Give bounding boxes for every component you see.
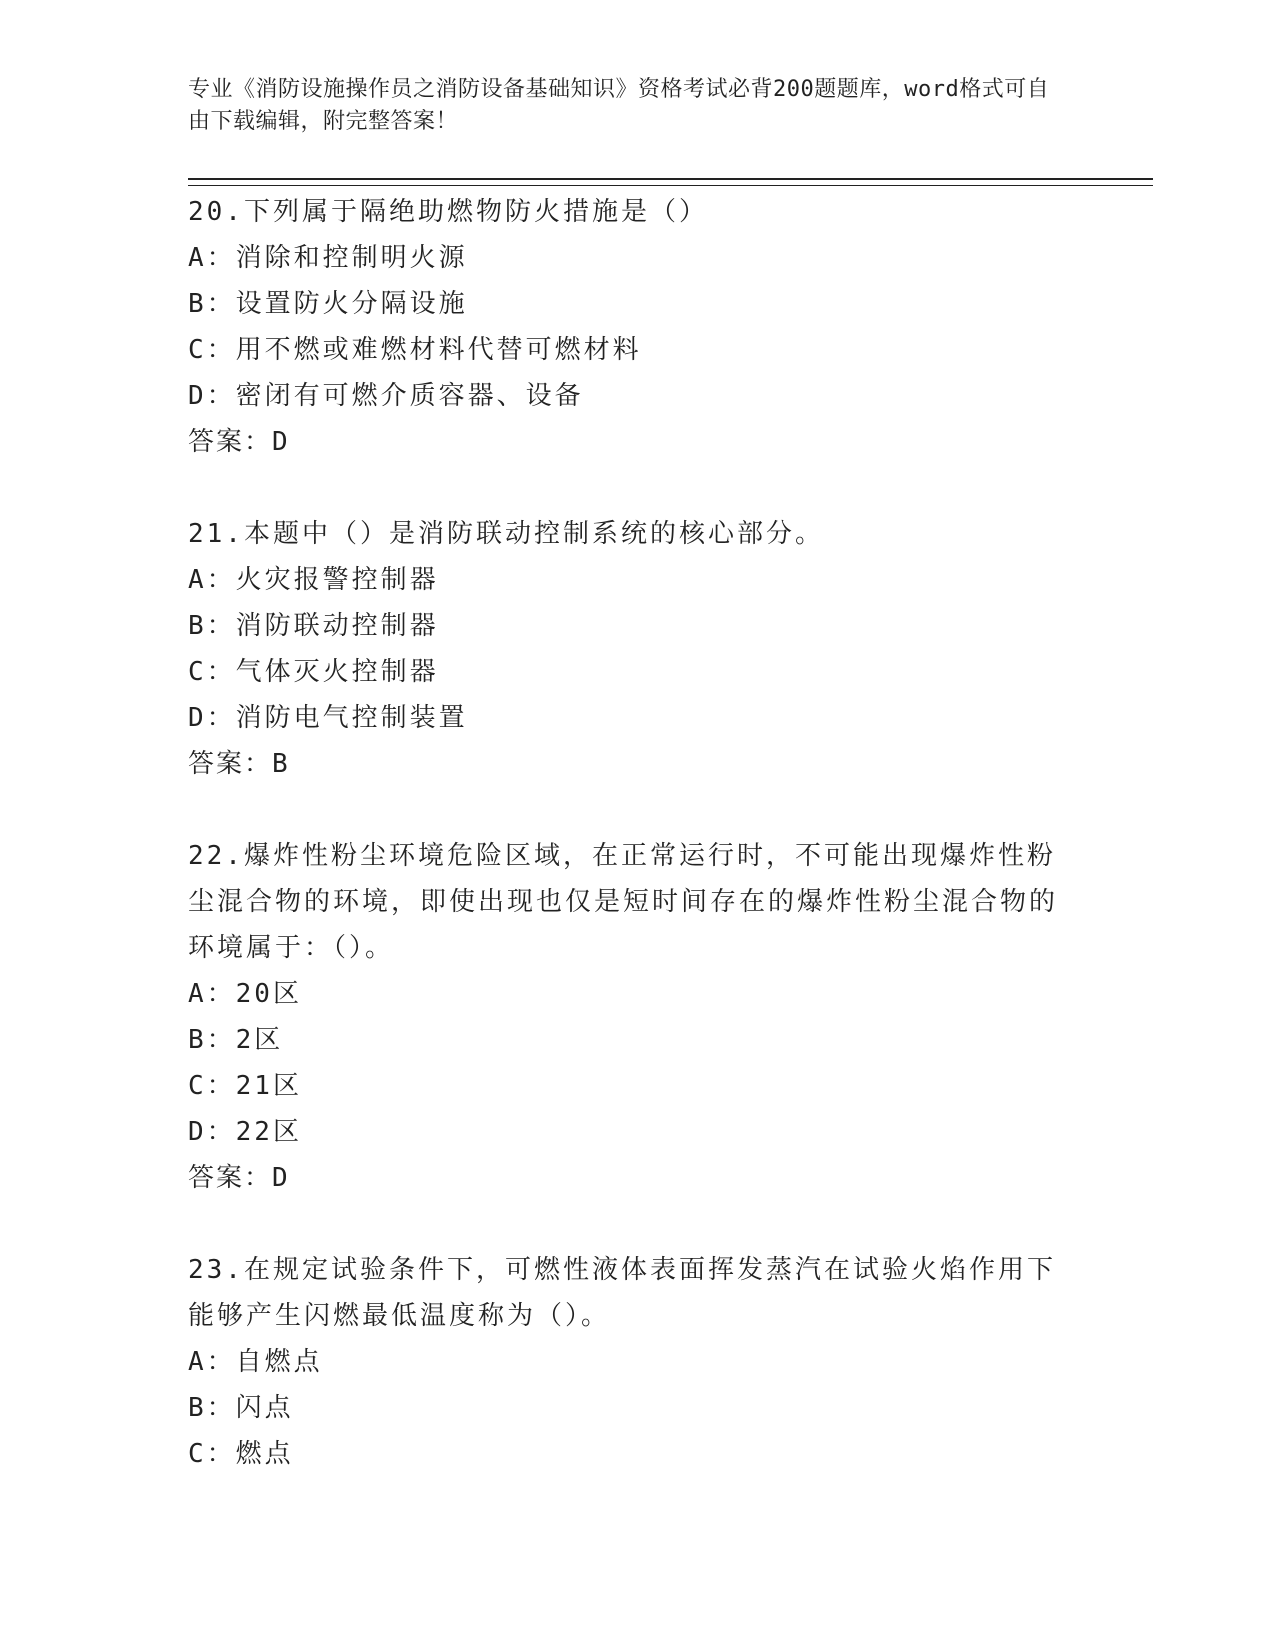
question-stem: 21.本题中（）是消防联动控制系统的核心部分。 [188,519,824,549]
question-23 [188,1247,1078,1477]
option-b: B：设置防火分隔设施 [188,289,468,319]
question-spacer [188,1201,1078,1247]
header-divider [188,178,1153,186]
option-d: D：密闭有可燃介质容器、设备 [188,381,584,411]
answer-line: 答案：B [188,749,290,779]
question-list [188,189,1078,1477]
option-c: C：燃点 [188,1439,294,1469]
answer-line: 答案：D [188,427,290,457]
question-21 [188,511,1078,787]
option-c: C：用不燃或难燃材料代替可燃材料 [188,335,642,365]
option-a: A：消除和控制明火源 [188,243,468,273]
question-22 [188,833,1078,1201]
option-d: D：消防电气控制装置 [188,703,468,733]
question-spacer [188,787,1078,833]
question-stem: 20.下列属于隔绝助燃物防火措施是（） [188,197,708,227]
option-a: A：20区 [188,979,302,1009]
document-header: 专业《消防设施操作员之消防设备基础知识》资格考试必背200题题库，word格式可自由下载编辑，附完整答案！ [188,77,1050,134]
option-b: B：消防联动控制器 [188,611,439,641]
option-c: C：21区 [188,1071,302,1101]
option-a: A：火灾报警控制器 [188,565,439,595]
question-spacer [188,465,1078,511]
option-d: D：22区 [188,1117,302,1147]
question-stem: 22.爆炸性粉尘环境危险区域，在正常运行时，不可能出现爆炸性粉尘混合物的环境，即使出现也仅是短时间存在的爆炸性粉尘混合物的环境属于：（）。 [188,841,1059,963]
question-20 [188,189,1078,465]
option-b: B：2区 [188,1025,284,1055]
option-c: C：气体灭火控制器 [188,657,439,687]
option-b: B：闪点 [188,1393,294,1423]
question-stem: 23.在规定试验条件下，可燃性液体表面挥发蒸汽在试验火焰作用下能够产生闪燃最低温度称为（）。 [188,1255,1056,1331]
option-a: A：自燃点 [188,1347,323,1377]
answer-line: 答案：D [188,1163,290,1193]
